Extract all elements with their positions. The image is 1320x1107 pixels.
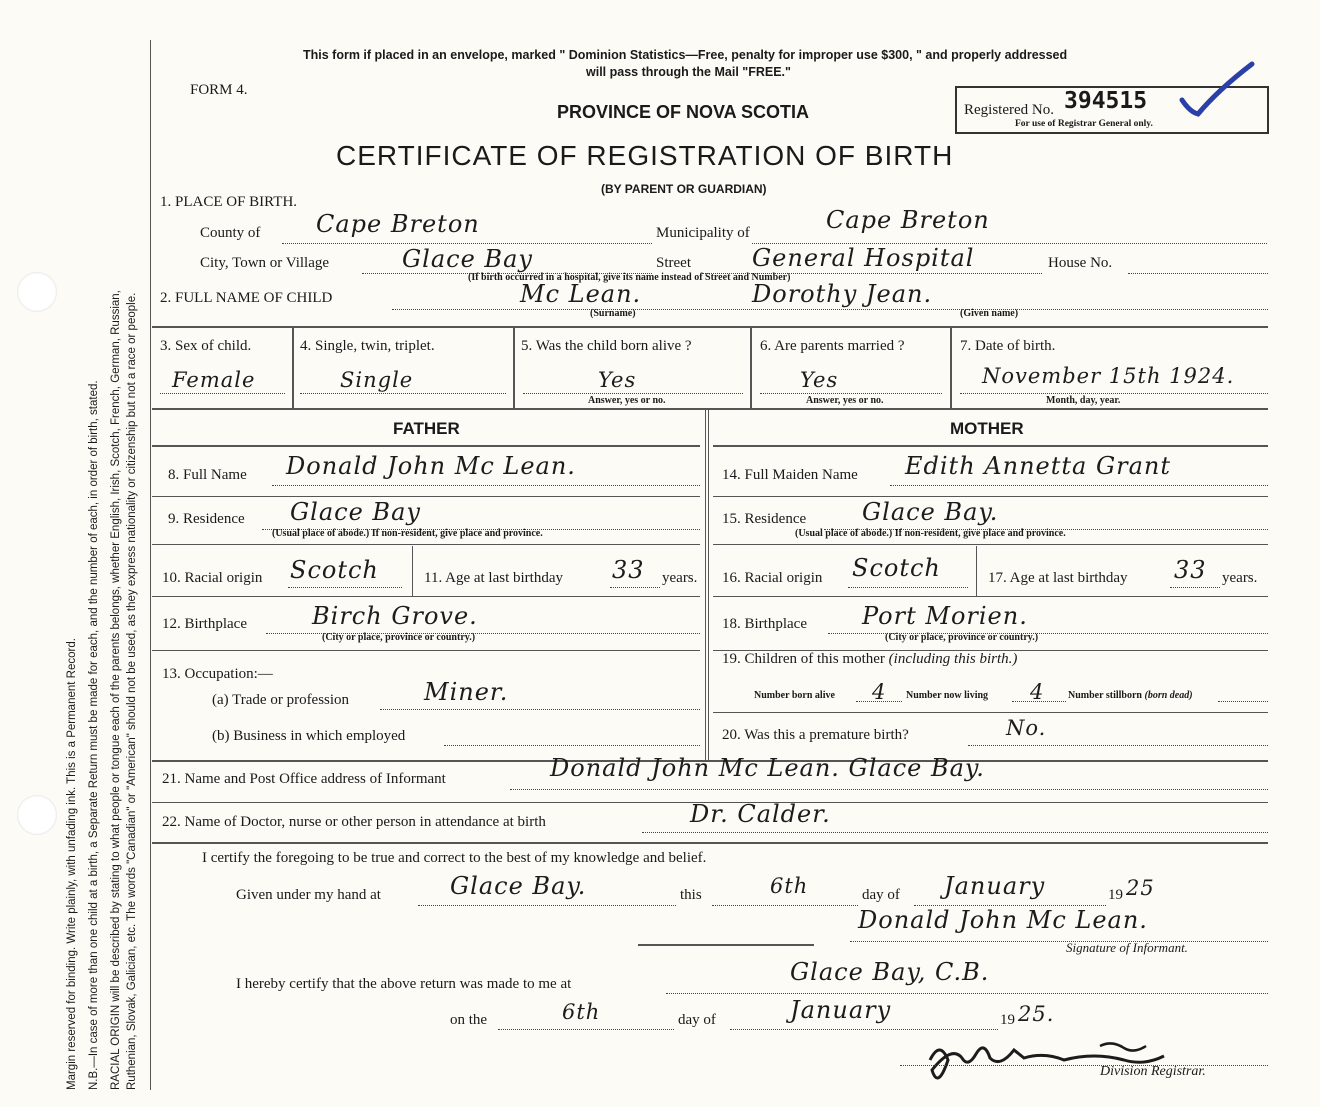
day-of-label: day of xyxy=(862,887,900,903)
now-living-label: Number now living xyxy=(906,690,989,701)
form-number: FORM 4. xyxy=(190,82,248,98)
certify-statement: I certify the foregoing to be true and correct to the best of my knowledge and belief. xyxy=(202,850,707,866)
born-alive-label: 5. Was the child born alive ? xyxy=(521,338,692,354)
mother-residence-label: 15. Residence xyxy=(722,511,807,527)
city-label: City, Town or Village xyxy=(200,255,330,271)
parents-married-caption: Answer, yes or no. xyxy=(806,395,884,406)
mother-birthplace-label: 18. Birthplace xyxy=(722,616,807,632)
father-years-label: years. xyxy=(662,570,698,586)
mother-name-label: 14. Full Maiden Name xyxy=(722,467,858,483)
hospital-note: (If birth occurred in a hospital, give its name instead of Street and Number) xyxy=(468,272,791,283)
rule-before-parents xyxy=(152,408,1268,410)
parents-married-value: Yes xyxy=(800,368,839,392)
rule-father-name xyxy=(152,496,700,497)
registrar-day-value: 6th xyxy=(562,1000,601,1024)
place-of-birth-label: 1. PLACE OF BIRTH. xyxy=(160,194,298,210)
born-alive-line xyxy=(523,392,743,394)
date-of-birth-caption: Month, day, year. xyxy=(1046,395,1121,406)
registered-number: 394515 xyxy=(1064,88,1148,114)
registrar-year-prefix: 19 xyxy=(1000,1012,1015,1028)
rule-father-residence xyxy=(152,544,700,545)
given-at-line xyxy=(418,904,676,906)
father-name-value: Donald John Mc Lean. xyxy=(286,452,576,480)
row-divider-1 xyxy=(292,328,294,408)
certificate-title: CERTIFICATE OF REGISTRATION OF BIRTH xyxy=(336,140,954,171)
short-divider xyxy=(638,944,814,946)
mother-years-label: years. xyxy=(1222,570,1258,586)
date-of-birth-value: November 15th 1924. xyxy=(982,364,1235,388)
rule-mother-racial xyxy=(713,596,1268,597)
children-label: 19. Children of this mother (including this birth.) xyxy=(722,651,1018,667)
father-birthplace-caption: (City or place, province or country.) xyxy=(322,632,476,643)
mother-age-line xyxy=(1170,586,1220,588)
province-heading: PROVINCE OF NOVA SCOTIA xyxy=(557,102,810,122)
father-residence-label: 9. Residence xyxy=(168,511,245,527)
certificate-subtitle: (BY PARENT OR GUARDIAN) xyxy=(601,182,767,196)
informant-signature: Donald John Mc Lean. xyxy=(858,906,1148,934)
given-at-label: Given under my hand at xyxy=(236,887,381,903)
born-alive-count-label: Number born alive xyxy=(754,690,835,701)
registrar-signature-line xyxy=(900,1064,1268,1066)
mail-notice-2: will pass through the Mail "FREE." xyxy=(586,65,791,79)
rule-mother-residence xyxy=(713,544,1268,545)
father-name-line xyxy=(272,484,700,486)
registrar-day-line xyxy=(498,1028,674,1030)
municipality-label: Municipality of xyxy=(656,225,750,241)
rule-under-father-heading xyxy=(152,445,700,447)
margin-note-line4: Ruthenian, Slovak, Galician, etc. The words "Canadian" or "American" should not be used, as they express nationality or citizenship but not a race or people. xyxy=(126,292,138,1090)
registrar-statement: I hereby certify that the above return was made to me at xyxy=(236,976,572,992)
informant-value: Donald John Mc Lean. Glace Bay. xyxy=(550,754,985,782)
child-surname-value: Mc Lean. xyxy=(520,280,642,308)
row-divider-2 xyxy=(513,328,515,408)
mother-residence-caption: (Usual place of abode.) If non-resident, give place and province. xyxy=(795,528,1066,539)
father-age-line xyxy=(610,586,660,588)
this-label: this xyxy=(680,887,702,903)
row-divider-3 xyxy=(750,328,752,408)
on-the-label: on the xyxy=(450,1012,488,1028)
mother-racial-line xyxy=(848,586,968,588)
mother-birthplace-value: Port Morien. xyxy=(862,602,1028,630)
sex-line xyxy=(160,392,285,394)
street-label: Street xyxy=(656,255,691,271)
sex-label: 3. Sex of child. xyxy=(160,338,252,354)
father-residence-value: Glace Bay xyxy=(290,498,421,526)
row-divider-4 xyxy=(950,328,952,408)
rule-after-name xyxy=(152,326,1268,328)
year-prefix: 19 xyxy=(1108,887,1123,903)
occupation-label: 13. Occupation:— xyxy=(162,666,273,682)
given-at-value: Glace Bay. xyxy=(450,872,587,900)
father-age-label: 11. Age at last birthday xyxy=(424,570,563,586)
given-name-caption: (Given name) xyxy=(960,308,1019,319)
father-racial-label: 10. Racial origin xyxy=(162,570,263,586)
registrar-place-value: Glace Bay, C.B. xyxy=(790,958,990,986)
punch-hole xyxy=(17,272,57,312)
plurality-value: Single xyxy=(340,368,414,392)
business-label: (b) Business in which employed xyxy=(212,728,406,744)
father-racial-line xyxy=(288,586,402,588)
stillborn-line xyxy=(1218,700,1268,702)
registrar-day-of-label: day of xyxy=(678,1012,716,1028)
plurality-label: 4. Single, twin, triplet. xyxy=(300,338,435,354)
county-line xyxy=(282,242,652,244)
parents-married-line xyxy=(760,392,942,394)
father-racial-divider xyxy=(412,546,413,596)
mother-residence-value: Glace Bay. xyxy=(862,498,999,526)
year-value: 25 xyxy=(1126,876,1155,900)
business-line xyxy=(444,744,700,746)
premature-label: 20. Was this a premature birth? xyxy=(722,727,909,743)
trade-line xyxy=(380,708,700,710)
child-name-line xyxy=(392,308,1268,310)
informant-label: 21. Name and Post Office address of Informant xyxy=(162,771,446,787)
house-number-line xyxy=(1128,272,1268,274)
registrar-only-note: For use of Registrar General only. xyxy=(1015,119,1153,129)
born-alive-value: Yes xyxy=(598,368,637,392)
rule-mother-children xyxy=(713,712,1268,713)
registered-label: Registered No. xyxy=(964,102,1054,118)
born-alive-caption: Answer, yes or no. xyxy=(588,395,666,406)
day-value: 6th xyxy=(770,874,809,898)
informant-line xyxy=(510,788,1268,790)
rule-mother-name xyxy=(713,496,1268,497)
street-value: General Hospital xyxy=(752,244,975,272)
day-line xyxy=(712,904,858,906)
child-name-label: 2. FULL NAME OF CHILD xyxy=(160,290,333,306)
mail-notice-1: This form if placed in an envelope, marked " Dominion Statistics—Free, penalty for improper use $300, " and properly addressed xyxy=(303,48,1068,62)
trade-label: (a) Trade or profession xyxy=(212,692,350,708)
margin-note-line3: RACIAL ORIGIN will be described by stating to what people or tongue each of the parents belongs, whether English, Irish, Scotch, French, German, Russian, xyxy=(110,290,122,1090)
month-value: January xyxy=(944,872,1046,900)
doctor-label: 22. Name of Doctor, nurse or other person in attendance at birth xyxy=(162,814,546,830)
premature-line xyxy=(968,744,1268,746)
blue-check-mark xyxy=(1178,60,1258,120)
mother-birthplace-caption: (City or place, province or country.) xyxy=(885,632,1039,643)
father-heading: FATHER xyxy=(393,419,460,438)
father-name-label: 8. Full Name xyxy=(168,467,247,483)
county-value: Cape Breton xyxy=(316,210,480,238)
trade-value: Miner. xyxy=(424,678,509,706)
born-alive-count-value: 4 xyxy=(872,680,887,704)
mother-heading: MOTHER xyxy=(950,419,1024,438)
premature-value: No. xyxy=(1006,716,1047,740)
mother-racial-divider xyxy=(976,546,977,596)
date-of-birth-line xyxy=(960,392,1268,394)
father-birthplace-label: 12. Birthplace xyxy=(162,616,247,632)
registrar-month-value: January xyxy=(790,996,892,1024)
father-racial-value: Scotch xyxy=(290,556,379,584)
margin-note-line1: Margin reserved for binding. Write plainly, with unfading ink. This is a Permanent Record. xyxy=(66,638,78,1090)
registrar-year-value: 25. xyxy=(1018,1002,1055,1026)
parents-married-label: 6. Are parents married ? xyxy=(760,338,905,354)
date-of-birth-label: 7. Date of birth. xyxy=(960,338,1056,354)
father-age-value: 33 xyxy=(612,556,645,584)
father-residence-caption: (Usual place of abode.) If non-resident, give place and province. xyxy=(272,528,543,539)
punch-hole xyxy=(17,795,57,835)
house-number-label: House No. xyxy=(1048,255,1113,271)
mother-racial-value: Scotch xyxy=(852,554,941,582)
now-living-value: 4 xyxy=(1030,680,1045,704)
child-given-value: Dorothy Jean. xyxy=(752,280,933,308)
doctor-value: Dr. Calder. xyxy=(690,800,831,828)
rule-father-birthplace xyxy=(152,650,700,651)
doctor-line xyxy=(642,831,1268,833)
city-value: Glace Bay xyxy=(402,245,533,273)
registrar-place-line xyxy=(666,992,1268,994)
registrar-caption: Division Registrar. xyxy=(1100,1064,1206,1079)
sex-value: Female xyxy=(172,368,256,392)
informant-signature-caption: Signature of Informant. xyxy=(1066,940,1188,955)
rule-father-racial xyxy=(152,596,700,597)
surname-caption: (Surname) xyxy=(590,308,636,319)
county-label: County of xyxy=(200,225,261,241)
mother-name-line xyxy=(890,484,1268,486)
margin-note-line2: N.B.—In case of more than one child at a birth, a Separate Return must be made for each, and the number of each, in order of birth, stated. xyxy=(88,380,100,1090)
plurality-line xyxy=(300,392,506,394)
mother-age-value: 33 xyxy=(1174,556,1207,584)
father-birthplace-value: Birch Grove. xyxy=(312,602,478,630)
mother-name-value: Edith Annetta Grant xyxy=(905,452,1172,480)
parents-column-divider xyxy=(705,410,709,760)
rule-under-mother-heading xyxy=(713,445,1268,447)
rule-after-doctor xyxy=(152,842,1268,844)
municipality-value: Cape Breton xyxy=(826,206,990,234)
stillborn-label: Number stillborn (born dead) xyxy=(1068,690,1193,701)
informant-signature-line xyxy=(850,940,1268,942)
mother-racial-label: 16. Racial origin xyxy=(722,570,823,586)
mother-age-label: 17. Age at last birthday xyxy=(988,570,1128,586)
margin-rule xyxy=(150,40,151,1090)
